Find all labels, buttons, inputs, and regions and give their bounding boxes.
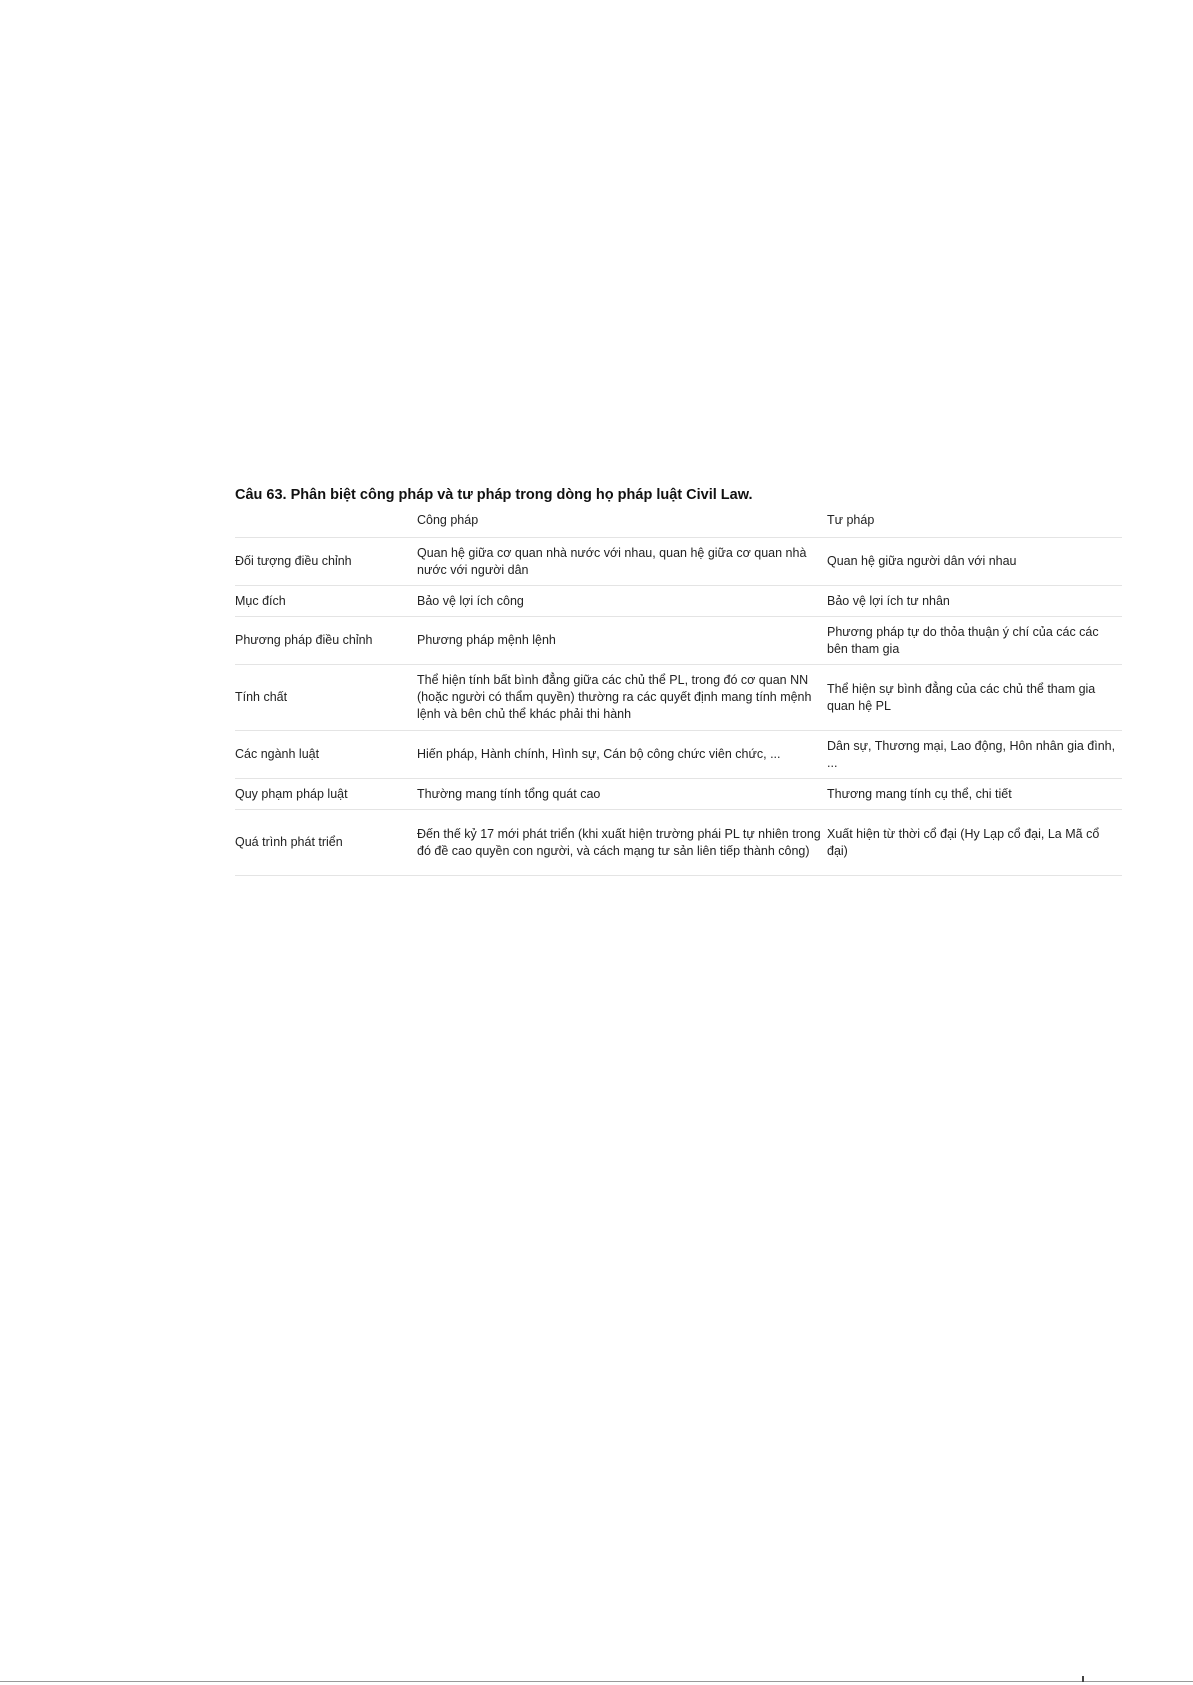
- tu-phap-cell: Quan hệ giữa người dân với nhau: [827, 538, 1122, 586]
- cong-phap-cell: Đến thế kỷ 17 mới phát triển (khi xuất hiện trường phái PL tự nhiên trong đó đề cao quyền con người, và cách mạng tư sản liên tiếp thành công): [417, 810, 827, 876]
- cong-phap-cell: Thường mang tính tổng quát cao: [417, 779, 827, 810]
- table-header-row: [235, 509, 1122, 538]
- criteria-cell: Quá trình phát triển: [235, 810, 417, 876]
- criteria-cell: Đối tượng điều chỉnh: [235, 538, 417, 586]
- table-row: [235, 731, 1122, 779]
- page-edge-tick: [1082, 1676, 1084, 1682]
- table-row: [235, 538, 1122, 586]
- table-row: [235, 779, 1122, 810]
- tu-phap-cell: Thể hiện sự bình đẳng của các chủ thể tham gia quan hệ PL: [827, 665, 1122, 731]
- table-row: [235, 665, 1122, 731]
- header-cell-criteria: [235, 509, 417, 538]
- criteria-cell: Các ngành luật: [235, 731, 417, 779]
- table-row: [235, 617, 1122, 665]
- criteria-cell: Phương pháp điều chỉnh: [235, 617, 417, 665]
- table-row: [235, 810, 1122, 876]
- criteria-cell: Quy phạm pháp luật: [235, 779, 417, 810]
- criteria-cell: Mục đích: [235, 586, 417, 617]
- cong-phap-cell: Quan hệ giữa cơ quan nhà nước với nhau, quan hệ giữa cơ quan nhà nước với người dân: [417, 538, 827, 586]
- cong-phap-cell: Thể hiện tính bất bình đẳng giữa các chủ thể PL, trong đó cơ quan NN (hoặc người có thẩm quyền) thường ra các quyết định mang tính mệnh lệnh và bên chủ thể khác phải thi hành: [417, 665, 827, 731]
- table-row: [235, 586, 1122, 617]
- tu-phap-cell: Phương pháp tự do thỏa thuận ý chí của các các bên tham gia: [827, 617, 1122, 665]
- tu-phap-cell: Dân sự, Thương mại, Lao động, Hôn nhân gia đình, ...: [827, 731, 1122, 779]
- cong-phap-cell: Phương pháp mệnh lệnh: [417, 617, 827, 665]
- question-title: Câu 63. Phân biệt công pháp và tư pháp trong dòng họ pháp luật Civil Law.: [235, 487, 753, 503]
- criteria-cell: Tính chất: [235, 665, 417, 731]
- document-body: [235, 485, 1122, 876]
- tu-phap-cell: Xuất hiện từ thời cổ đại (Hy Lạp cổ đại, La Mã cổ đại): [827, 810, 1122, 876]
- page-bottom-rule: [0, 1681, 1193, 1682]
- cong-phap-cell: Hiến pháp, Hành chính, Hình sự, Cán bộ công chức viên chức, ...: [417, 731, 827, 779]
- tu-phap-cell: Bảo vệ lợi ích tư nhân: [827, 586, 1122, 617]
- header-cell-tu-phap: Tư pháp: [827, 509, 1122, 538]
- comparison-table: [235, 509, 1122, 876]
- tu-phap-cell: Thương mang tính cụ thể, chi tiết: [827, 779, 1122, 810]
- header-cell-cong-phap: Công pháp: [417, 509, 827, 538]
- cong-phap-cell: Bảo vệ lợi ích công: [417, 586, 827, 617]
